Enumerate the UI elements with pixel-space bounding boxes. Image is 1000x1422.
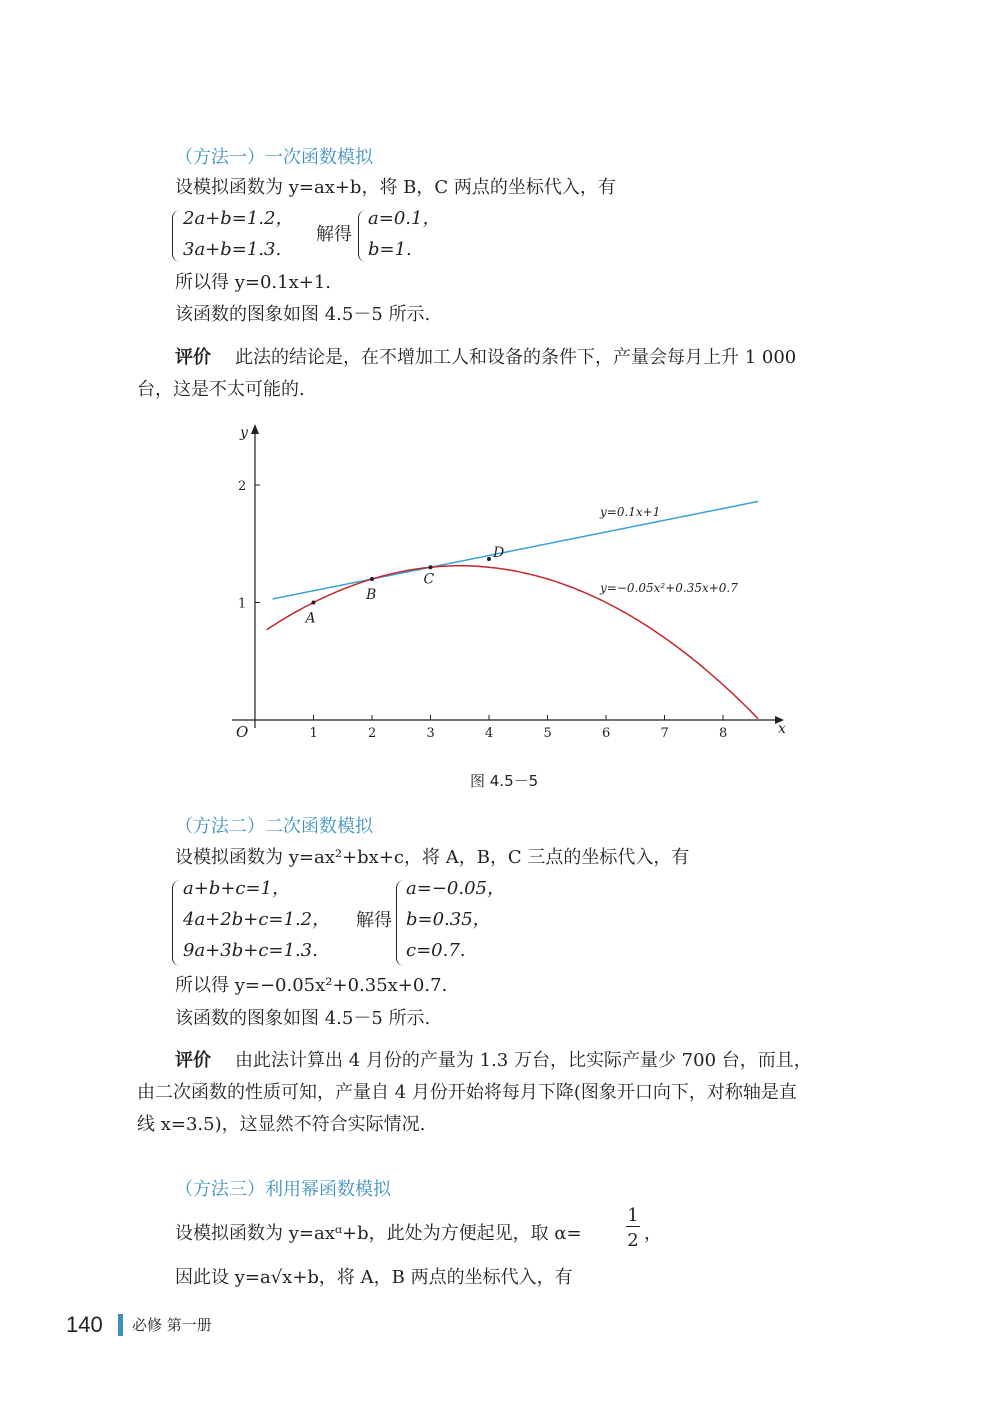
point-c — [429, 565, 433, 569]
method2-sol2: b=0.35， — [406, 909, 491, 930]
method2-setup: 设模拟函数为 y=ax²+bx+c，将 A，B，C 三点的坐标代入，有 — [175, 847, 690, 868]
point-label-a: A — [305, 610, 316, 627]
method2-result: 所以得 y=−0.05x²+0.35x+0.7. — [175, 975, 448, 996]
point-label-b: B — [366, 587, 377, 603]
x-tick-label: 6 — [602, 726, 611, 741]
eval1-label: 评价 — [175, 347, 211, 368]
method1-eq1: 2a+b=1.2， — [183, 208, 294, 229]
y-axis-label: y — [240, 425, 248, 441]
figure-caption: 图 4.5－5 — [470, 772, 539, 790]
x-tick-label: 8 — [719, 726, 728, 741]
eval1-line2: 台，这是不太可能的. — [137, 379, 305, 400]
point-d — [487, 557, 491, 561]
x-tick-label: 1 — [309, 726, 318, 741]
method1-result: 所以得 y=0.1x+1. — [175, 272, 332, 293]
book-title: 必修 第一册 — [132, 1316, 212, 1334]
method3-setup-end: ， — [644, 1223, 662, 1244]
y-tick-label: 1 — [238, 596, 247, 612]
method3-line2: 因此设 y=a√x+b，将 A，B 两点的坐标代入，有 — [175, 1267, 573, 1288]
method1-setup: 设模拟函数为 y=ax+b，将 B，C 两点的坐标代入，有 — [175, 177, 616, 198]
chart-layer — [232, 424, 786, 741]
method1-sol2: b=1. — [368, 239, 412, 260]
linear-model-label: y=0.1x+1 — [600, 505, 661, 519]
eval2-line2: 由二次函数的性质可知，产量自 4 月份开始将每月下降(图象开口向下，对称轴是直 — [137, 1082, 797, 1103]
eval2-label: 评价 — [175, 1050, 211, 1071]
method1-sol1: a=0.1， — [368, 208, 441, 229]
point-label-d: D — [493, 545, 505, 562]
method2-eq3: 9a+3b+c=1.3. — [183, 940, 318, 961]
point-a — [312, 601, 316, 605]
method2-heading: （方法二）二次函数模拟 — [175, 816, 373, 837]
method2-brace-left — [172, 880, 183, 966]
method2-sol1: a=−0.05， — [406, 878, 505, 899]
x-tick-label: 5 — [543, 726, 552, 741]
x-tick-label: 2 — [368, 726, 377, 741]
quadratic-model-label: y=−0.05x²+0.35x+0.7 — [600, 581, 738, 595]
method2-eq1: a+b+c=1， — [183, 878, 291, 899]
method3-heading: （方法三）利用幂函数模拟 — [175, 1179, 391, 1200]
point-label-c: C — [423, 571, 435, 588]
page-number: 140 — [66, 1312, 103, 1337]
method3-frac-num: 1 — [627, 1205, 639, 1226]
method2-solve: 解得 — [356, 910, 392, 931]
origin-label: O — [236, 723, 249, 741]
method2-figref: 该函数的图象如图 4.5－5 所示. — [175, 1008, 431, 1029]
eval2-line3: 线 x=3.5)，这显然不符合实际情况. — [137, 1114, 426, 1135]
footer-divider — [118, 1314, 123, 1336]
eval2-line1: 由此法计算出 4 月份的产量为 1.3 万台，比实际产量少 700 台，而且， — [235, 1050, 812, 1071]
method2-eq2: 4a+2b+c=1.2， — [183, 909, 331, 930]
x-tick-label: 3 — [426, 726, 435, 741]
method3-frac-den: 2 — [627, 1230, 639, 1251]
eval1-line1: 此法的结论是，在不增加工人和设备的条件下，产量会每月上升 1 000 — [235, 347, 797, 368]
method2-sol3: c=0.7. — [406, 940, 466, 961]
y-axis-arrow — [251, 424, 259, 434]
method1-eq2: 3a+b=1.3. — [183, 239, 282, 260]
y-tick-label: 2 — [238, 479, 247, 494]
x-tick-label: 4 — [485, 726, 494, 741]
method1-heading: （方法一）一次函数模拟 — [175, 147, 373, 168]
method3-setup: 设模拟函数为 y=axᵅ+b，此处为方便起见，取 α= — [175, 1223, 582, 1244]
x-axis-label: x — [778, 721, 786, 737]
x-tick-label: 7 — [660, 726, 669, 741]
method1-figref: 该函数的图象如图 4.5－5 所示. — [175, 304, 431, 325]
method1-solve: 解得 — [316, 224, 352, 245]
point-b — [370, 577, 374, 581]
